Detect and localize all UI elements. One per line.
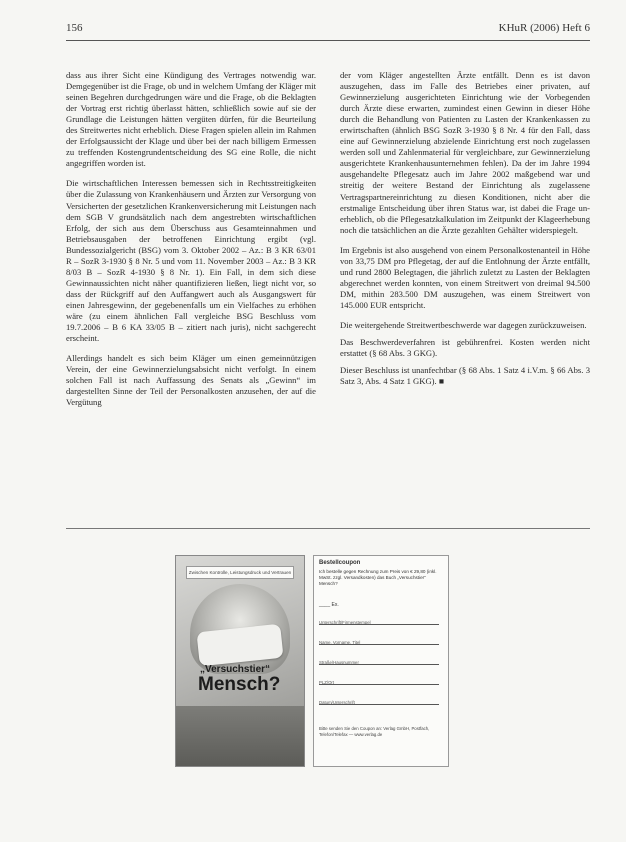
paragraph: Das Beschwerdeverfahren ist gebührenfrei. Kosten werden nicht erstattet (§ 68 Abs. 3 GKG). xyxy=(340,337,590,359)
paragraph: Die wirtschaftlichen Interessen bemessen sich in Rechtsstreitigkeiten über die Zulassung von Krankenhäusern und Ärzten zur Versorgung von Versicherten der gesetzlichen Krankenversicherung mit Leistungen nach dem SGB V grundsätzlich nach dem angestrebten wirtschaftlichen Erfolg, der sich aus dem Überschuss aus Gesamteinnahmen und Betriebsausgaben der betroffenen Einrichtung ergibt (vgl. Bundessozialgericht (BSG) vom 3. Oktober 2002 – Az.: B 3 KR 63/01 R – SozR 3-1930 § 8 Nr. 5 und vom 11. November 2003 – Az.: B 3 KR 8/03 B – SozR 4-1930 § 8 Nr. 1). Ein Fall, in dem sich diese Gewinnaussichten nicht näher quantifizieren ließen, liegt nicht vor, so dass der Rückgriff auf den Auffangwert auch als Ausgangswert für einen Jahresgewinn, der gegebenenfalls um ein Vielfaches zu erhöhen wäre (zu einem ähnlichen Fall vergleiche BSG Beschluss vom 19.7.2006 – B 6 KA 33/05 B – zitiert nach juris), nicht sachgerecht erscheint. xyxy=(66,178,316,344)
coupon-field-city: PLZ/Ort xyxy=(319,674,439,685)
paragraph-final: Dieser Beschluss ist unanfechtbar (§ 68 Abs. 1 Satz 4 i.V.m. § 66 Abs. 3 Satz 3, Abs. 4 Satz 1 GKG). ■ xyxy=(340,365,590,387)
book-cover-lower xyxy=(176,706,304,766)
header-rule xyxy=(66,40,590,41)
page-number: 156 xyxy=(66,22,83,34)
book-title-small: „Versuchstier“ xyxy=(200,664,271,675)
left-column xyxy=(66,70,316,417)
book-title-large: Mensch? xyxy=(198,674,281,695)
running-head xyxy=(66,22,590,38)
right-column xyxy=(340,70,590,396)
article-end-rule xyxy=(66,528,590,529)
coupon-field-company: Unterschrift/Firmenstempel xyxy=(319,614,439,625)
paragraph: der vom Kläger angestellten Ärzte entfällt. Denn es ist davon auszugehen, dass im Falle des Betriebes einer privaten, auf Gewinnerzielung ausgerichteten Einrichtung wie der Vorbegenden durch Ärzte diese erwarten, zumindest einen Gewinn in dieser Höhe durch die Behandlung von Patienten zu Lasten der Krankenkassen zu erwirtschaften (ähnlich BSG SozR 3-1930 § 8 Nr. 4 für den Fall, dass eine auf Gewinnerzielung abzielende Einrichtung erst noch zugelassen werden soll und Zahlenmaterial für vergleichbare, zur Gewinnerzielung ausgerichtete Krankenhausunternehmen fehlen). Da der im Jahre 1994 ausgehandelte Pflegesatz auch im Jahre 2002 maßgebend war und streitig der weitere Bestand der Einrichtung als zugelassene Vertragspartnereinrichtung zu diesen Konditionen, nicht aber die erstmalige Entscheidung über ihren Status war, ist dabei die Frage unerheblich, ob die Pflegesatzkalkulation im Zeitpunkt der Klageerhebung noch die tatsächlichen an die Ärzte gezahlten Gehälter widerspiegelt. xyxy=(340,70,590,235)
coupon-field-street: Straße/Hausnummer xyxy=(319,654,439,665)
coupon-quantity: ____ Ex. xyxy=(319,602,339,608)
coupon-footer: Bitte senden Sie den Coupon an: Verlag GmbH, Postfach, Telefon/Telefax — www.verlag.de xyxy=(319,726,430,737)
coupon-field-name: Name, Vorname, Titel xyxy=(319,634,439,645)
coupon-title: Bestellcoupon xyxy=(319,560,361,566)
coupon-description: Ich bestelle gegen Rechnung zum Preis von € 29,80 (inkl. MwSt. zzgl. Versandkosten) das Buch „Versuchstier“ Mensch? xyxy=(319,569,437,586)
coupon-field-signature: Datum/Unterschrift xyxy=(319,694,439,705)
paragraph: dass aus ihrer Sicht eine Kündigung des Vertrages notwendig war. Demgegenüber ist die Frage, ob und in welchem Umfang der Kläger mit seinen Begehren durchgedrungen wäre und die Frage, ob die Beklagten der Vortrag erst richtig überlasst hätten, schließlich sowie auf sie der Grundlage die Leistungen hätten vergüten dürfen, für die Beurteilung des Streitwertes nicht erheblich. Diese Fragen spielen allein im Rahmen der Erfolgsaussicht der Klage und über bei der nach billigem Ermessen zu treffenden Kostengrundentscheidung des SG eine Rolle, die nicht angegriffen worden ist. xyxy=(66,70,316,169)
journal-reference: KHuR (2006) Heft 6 xyxy=(498,22,590,34)
paragraph: Im Ergebnis ist also ausgehend von einem Personalkostenanteil in Höhe von 33,75 DM pro Pflegetag, der auf die Entlohnung der Ärzte entfällt, und rund 2800 Belegtagen, die jährlich zuletzt zu Lasten der Beklagten abgerechnet werden konnten, von einem Streitwert von dreimal 94.500 DM, mithin 283.500 DM auszugehen, was einem Streitwert von 145.000 EUR entspricht. xyxy=(340,244,590,310)
order-coupon xyxy=(313,555,449,767)
advertisement xyxy=(175,555,447,765)
paragraph: Die weitergehende Streitwertbeschwerde war dagegen zurückzuweisen. xyxy=(340,319,587,330)
book-cover-image xyxy=(175,555,305,767)
paragraph: Allerdings handelt es sich beim Kläger um einen gemeinnützigen Verein, der eine Gewinnerzielungsabsicht nicht verfolgt. In einem solchen Fall ist nach Auffassung des Senats als „Gewinn“ im dargestellten Sinne der Teil der Personalkosten anzusehen, der auf die Vergütung xyxy=(66,353,316,408)
book-cover-band: Zwischen Kontrolle, Leistungsdruck und Vertrauen xyxy=(186,566,294,579)
